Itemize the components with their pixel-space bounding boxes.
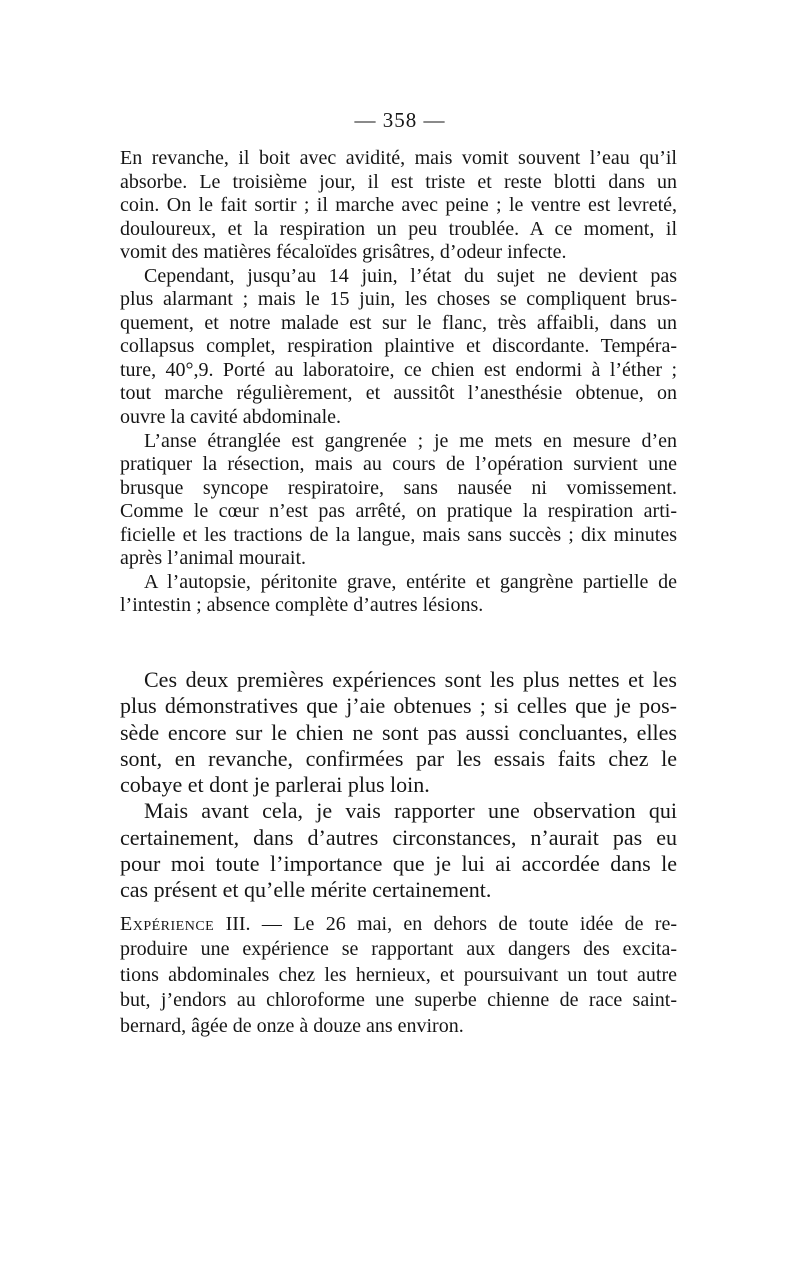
text-block-1 [120,147,677,618]
text-line: En revanche, il boit avec avidité, mais vomit souvent l’eau qu’il [120,147,677,169]
text-line: sède encore sur le chien ne sont pas aussi concluantes, elles [120,719,677,745]
text-line: sont, en revanche, confirmées par les essais faits chez le [120,745,677,771]
text-line: ficielle et les tractions de la langue, mais sans succès ; dix minutes [120,523,677,546]
text-line: pratiquer la résection, mais au cours de l’opération survient une [120,453,677,476]
text-line: pour moi toute l’importance que je lui ai accordée dans le [120,851,677,877]
text-line: Ces deux premières expériences sont les plus nettes et les [144,667,677,692]
text-block-2 [120,667,677,904]
text-line: l’intestin ; absence complète d’autres lésions. [120,594,484,617]
text-line: ouvre la cavité abdominale. [120,406,342,429]
text-line: L’anse étranglée est gangrenée ; je me mets en mesure d’en [144,429,677,452]
text-line: certainement, dans d’autres circonstances, n’aurait pas eu [120,824,677,850]
text-line: cobaye et dont je parlerai plus loin. [120,772,430,798]
text-line: Mais avant cela, je vais rapporter une observation qui [144,798,677,824]
text-line: plus démonstratives que j’aie obtenues ; si celles que je pos- [120,693,677,719]
text-line: absorbe. Le troisième jour, il est triste et reste blotti dans un [120,170,677,193]
text-line: brusque syncope respiratoire, sans nausée ni vomissement. [120,476,677,499]
text-line: A l’autopsie, péritonite grave, entérite et gangrène partielle de [144,570,677,593]
text-line: collapsus complet, respiration plaintive et discordante. Tempéra- [120,335,677,358]
experience-heading-line [120,912,677,937]
text-line: bernard, âgée de onze à douze ans environ. [120,1014,464,1037]
text-line: après l’animal mourait. [120,547,307,570]
text-line: produire une expérience se rapportant aux dangers des excita- [120,938,677,961]
text-line: plus alarmant ; mais le 15 juin, les choses se compliquent brus- [120,288,677,311]
text-line: Comme le cœur n’est pas arrêté, on pratique la respiration arti- [120,500,677,523]
text-line: Cependant, jusqu’au 14 juin, l’état du sujet ne devient pas [144,264,677,287]
text-line: tout marche régulièrement, et aussitôt l’anesthésie obtenue, on [120,382,677,405]
text-line: quement, et notre malade est sur le flanc, très affaibli, dans un [120,311,677,334]
experience-label: Expérience [120,913,215,935]
text-line: cas présent et qu’elle mérite certainement. [120,877,492,903]
experience-heading-text: III. — Le 26 mai, en dehors de toute idée de re- [225,913,678,935]
text-line: ture, 40°,9. Porté au laboratoire, ce chien est endormi à l’éther ; [120,358,677,381]
text-line: tions abdominales chez les hernieux, et poursuivant un tout autre [120,963,677,986]
text-line: vomit des matières fécaloïdes grisâtres, d’odeur infecte. [120,241,567,264]
text-line: but, j’endors au chloroforme une superbe chienne de race saint- [120,989,677,1012]
page-number: — 358 — [354,108,446,132]
text-line: coin. On le fait sortir ; il marche avec peine ; le ventre est levreté, [120,194,677,217]
text-line: douloureux, et la respiration un peu troublée. A ce moment, il [120,217,677,240]
text-block-3 [120,912,677,1039]
